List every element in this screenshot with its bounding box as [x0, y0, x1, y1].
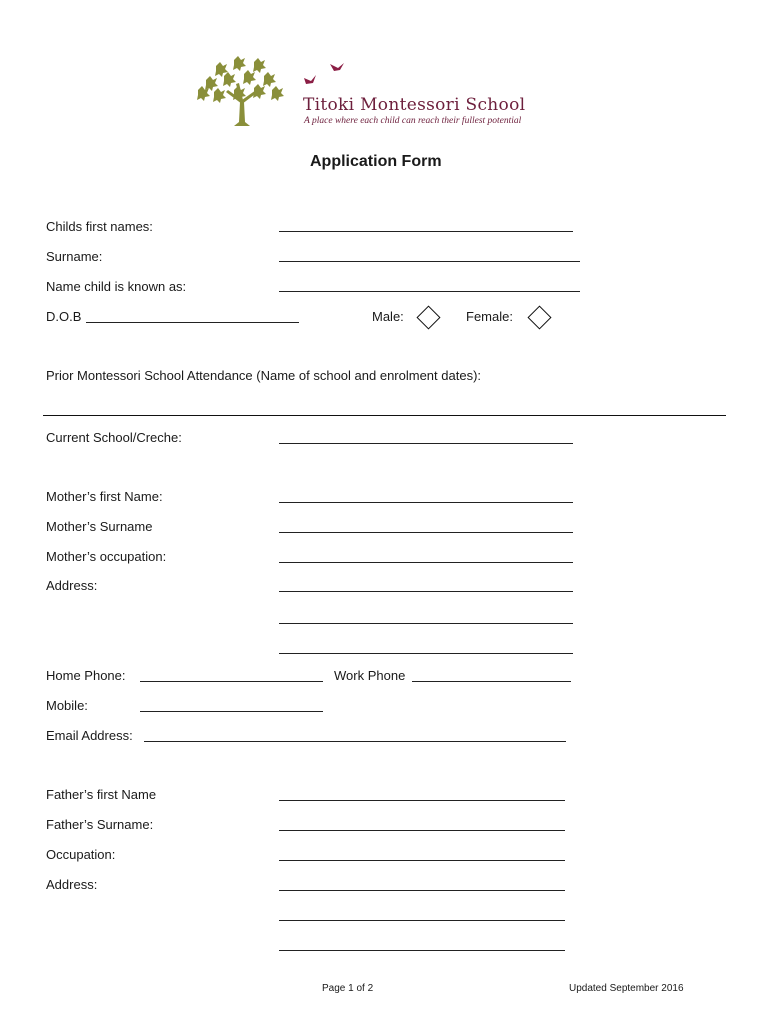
female-label: Female:	[466, 309, 513, 324]
mother-surname-label: Mother’s Surname	[46, 519, 153, 534]
father-surname-field[interactable]	[279, 830, 565, 831]
dob-label: D.O.B	[46, 309, 82, 324]
work-phone-field[interactable]	[412, 681, 571, 682]
mobile-label: Mobile:	[46, 698, 88, 713]
childs-first-names-label: Childs first names:	[46, 219, 153, 234]
mother-first-name-field[interactable]	[279, 502, 573, 503]
school-name: Titoki Montessori School	[303, 95, 526, 115]
dob-field[interactable]	[86, 322, 299, 323]
work-phone-label: Work Phone	[334, 668, 406, 683]
mother-surname-field[interactable]	[279, 532, 573, 533]
childs-first-names-field[interactable]	[279, 231, 573, 232]
father-address-field-1[interactable]	[279, 890, 565, 891]
tree-trunk	[234, 102, 250, 126]
father-occupation-field[interactable]	[279, 860, 565, 861]
tree-icon	[196, 56, 306, 128]
prior-attendance-field[interactable]	[43, 415, 726, 416]
known-as-field[interactable]	[279, 291, 580, 292]
mother-first-name-label: Mother’s first Name:	[46, 489, 163, 504]
male-checkbox[interactable]	[416, 305, 440, 329]
father-occupation-label: Occupation:	[46, 847, 116, 862]
current-school-label: Current School/Creche:	[46, 430, 182, 445]
surname-field[interactable]	[279, 261, 580, 262]
father-surname-label: Father’s Surname:	[46, 817, 154, 832]
mother-occupation-field[interactable]	[279, 562, 573, 563]
page-number: Page 1 of 2	[322, 983, 374, 994]
mother-address-label: Address:	[46, 578, 98, 593]
prior-attendance-label: Prior Montessori School Attendance (Name of school and enrolment dates):	[46, 368, 482, 383]
father-address-field-3[interactable]	[279, 950, 565, 951]
mother-occupation-label: Mother’s occupation:	[46, 549, 167, 564]
known-as-label: Name child is known as:	[46, 279, 187, 294]
home-phone-label: Home Phone:	[46, 668, 126, 683]
mother-address-field-3[interactable]	[279, 653, 573, 654]
mother-address-field-2[interactable]	[279, 623, 573, 624]
bird-icon	[300, 60, 350, 88]
father-address-field-2[interactable]	[279, 920, 565, 921]
mobile-field[interactable]	[140, 711, 323, 712]
male-label: Male:	[372, 309, 404, 324]
home-phone-field[interactable]	[140, 681, 323, 682]
school-tagline: A place where each child can reach their fullest potential	[304, 116, 522, 126]
father-first-name-label: Father’s first Name	[46, 787, 157, 802]
form-title: Application Form	[310, 153, 442, 170]
current-school-field[interactable]	[279, 443, 573, 444]
father-first-name-field[interactable]	[279, 800, 565, 801]
female-checkbox[interactable]	[527, 305, 551, 329]
email-label: Email Address:	[46, 728, 133, 743]
email-field[interactable]	[144, 741, 566, 742]
surname-label: Surname:	[46, 249, 103, 264]
updated-date: Updated September 2016	[569, 983, 684, 994]
mother-address-field-1[interactable]	[279, 591, 573, 592]
father-address-label: Address:	[46, 877, 98, 892]
